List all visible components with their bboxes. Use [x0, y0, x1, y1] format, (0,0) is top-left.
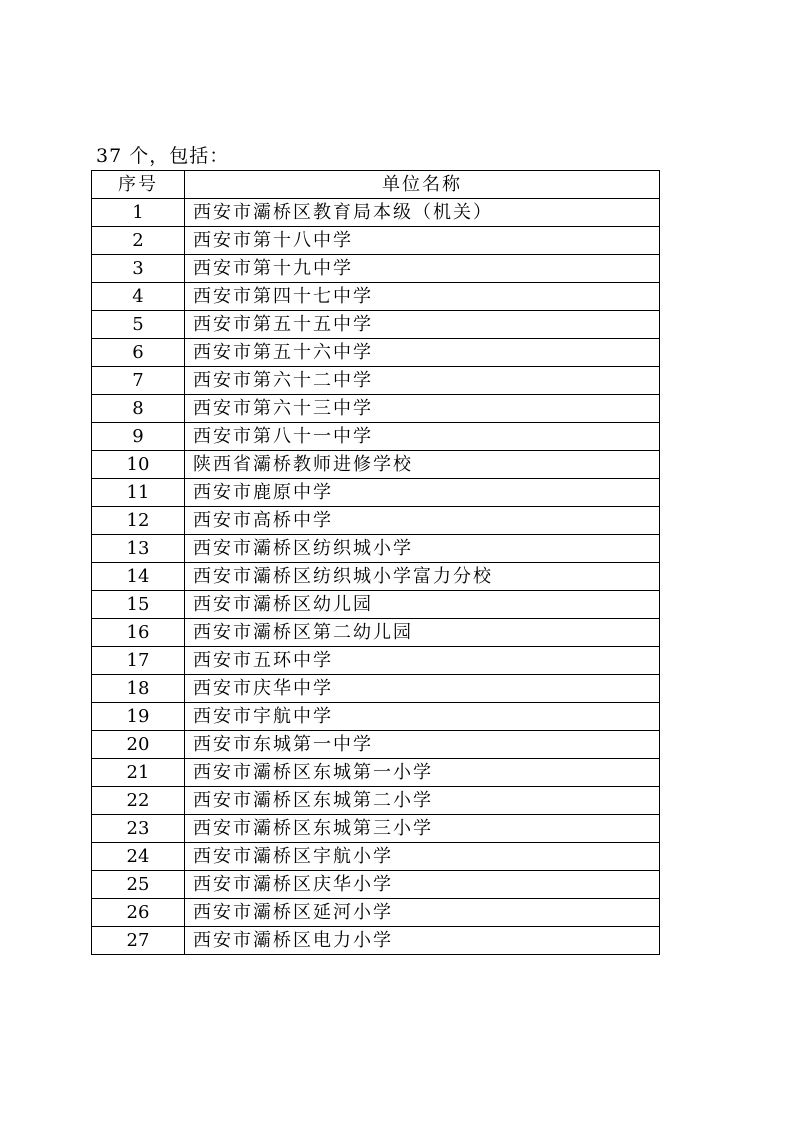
row-unit-name: 西安市灞桥区教育局本级（机关） [185, 199, 660, 227]
row-seq: 5 [92, 311, 185, 339]
row-unit-name: 西安市第八十一中学 [185, 423, 660, 451]
row-unit-name: 西安市第五十六中学 [185, 339, 660, 367]
header-name: 单位名称 [185, 171, 660, 199]
row-unit-name: 西安市灞桥区东城第二小学 [185, 787, 660, 815]
table-row [92, 367, 660, 395]
row-seq: 19 [92, 703, 185, 731]
table-row [92, 731, 660, 759]
table-row [92, 255, 660, 283]
row-unit-name: 西安市灞桥区延河小学 [185, 899, 660, 927]
row-seq: 17 [92, 647, 185, 675]
unit-table [91, 170, 660, 955]
row-seq: 6 [92, 339, 185, 367]
table-row [92, 535, 660, 563]
table-row [92, 227, 660, 255]
table-row [92, 311, 660, 339]
table-row [92, 199, 660, 227]
table-row [92, 787, 660, 815]
row-seq: 3 [92, 255, 185, 283]
table-row [92, 283, 660, 311]
row-unit-name: 西安市灞桥区电力小学 [185, 927, 660, 955]
row-unit-name: 西安市宇航中学 [185, 703, 660, 731]
table-row [92, 759, 660, 787]
table-row [92, 899, 660, 927]
row-seq: 21 [92, 759, 185, 787]
row-unit-name: 西安市第四十七中学 [185, 283, 660, 311]
row-unit-name: 西安市第六十二中学 [185, 367, 660, 395]
row-seq: 2 [92, 227, 185, 255]
table-row [92, 675, 660, 703]
table-row [92, 927, 660, 955]
intro-text: 37 个，包括： [96, 145, 230, 167]
table-row [92, 647, 660, 675]
row-unit-name: 西安市灞桥区东城第三小学 [185, 815, 660, 843]
row-seq: 13 [92, 535, 185, 563]
row-unit-name: 西安市庆华中学 [185, 675, 660, 703]
row-unit-name: 西安市灞桥区幼儿园 [185, 591, 660, 619]
row-seq: 15 [92, 591, 185, 619]
row-seq: 26 [92, 899, 185, 927]
table-row [92, 339, 660, 367]
row-seq: 14 [92, 563, 185, 591]
table-row [92, 703, 660, 731]
table-body [92, 199, 660, 955]
table-row [92, 815, 660, 843]
row-unit-name: 西安市灞桥区第二幼儿园 [185, 619, 660, 647]
row-seq: 20 [92, 731, 185, 759]
row-unit-name: 西安市灞桥区宇航小学 [185, 843, 660, 871]
row-seq: 9 [92, 423, 185, 451]
row-seq: 25 [92, 871, 185, 899]
header-seq: 序号 [92, 171, 185, 199]
row-unit-name: 西安市东城第一中学 [185, 731, 660, 759]
row-seq: 24 [92, 843, 185, 871]
table-row [92, 843, 660, 871]
row-seq: 7 [92, 367, 185, 395]
table-row [92, 395, 660, 423]
row-seq: 8 [92, 395, 185, 423]
row-seq: 16 [92, 619, 185, 647]
table-row [92, 479, 660, 507]
table-row [92, 423, 660, 451]
table-header-row [92, 171, 660, 199]
row-unit-name: 西安市鹿原中学 [185, 479, 660, 507]
table-row [92, 871, 660, 899]
row-unit-name: 西安市第十九中学 [185, 255, 660, 283]
row-seq: 11 [92, 479, 185, 507]
table-row [92, 619, 660, 647]
table-row [92, 507, 660, 535]
row-seq: 12 [92, 507, 185, 535]
row-unit-name: 西安市高桥中学 [185, 507, 660, 535]
row-seq: 4 [92, 283, 185, 311]
table-row [92, 591, 660, 619]
row-unit-name: 西安市第十八中学 [185, 227, 660, 255]
row-seq: 23 [92, 815, 185, 843]
row-seq: 18 [92, 675, 185, 703]
table-row [92, 451, 660, 479]
row-unit-name: 陕西省灞桥教师进修学校 [185, 451, 660, 479]
row-unit-name: 西安市灞桥区庆华小学 [185, 871, 660, 899]
table-row [92, 563, 660, 591]
row-seq: 27 [92, 927, 185, 955]
row-unit-name: 西安市灞桥区纺织城小学 [185, 535, 660, 563]
row-seq: 1 [92, 199, 185, 227]
row-unit-name: 西安市第六十三中学 [185, 395, 660, 423]
row-unit-name: 西安市第五十五中学 [185, 311, 660, 339]
row-unit-name: 西安市灞桥区纺织城小学富力分校 [185, 563, 660, 591]
row-unit-name: 西安市五环中学 [185, 647, 660, 675]
row-seq: 10 [92, 451, 185, 479]
row-unit-name: 西安市灞桥区东城第一小学 [185, 759, 660, 787]
row-seq: 22 [92, 787, 185, 815]
